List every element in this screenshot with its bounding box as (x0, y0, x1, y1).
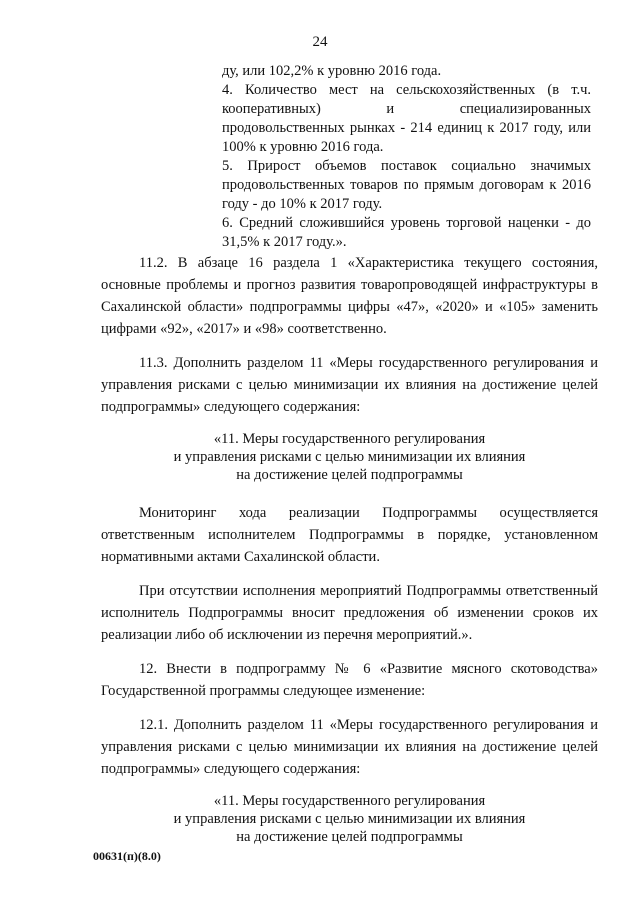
document-body (101, 252, 598, 864)
document-code: 00631(п)(8.0) (93, 849, 161, 863)
paragraph-12: 12. Внести в подпрограмму № 6 «Развитие мясного скотоводства» Государственной программы следующее изменение: (101, 661, 598, 699)
paragraph-11-3: 11.3. Дополнить разделом 11 «Меры государственного регулирования и управления рисками с целью минимизации их влияния на достижение целей подпрограммы» следующего содержания: (101, 355, 598, 415)
section-heading-line: «11. Меры государственного регулирования (213, 793, 486, 809)
list-item: 5. Прирост объемов поставок социально значимых продовольственных товаров по прямым договорам к 2016 году - до 10% к 2017 году. (222, 158, 591, 212)
page-number: 24 (312, 34, 328, 50)
list-item: 6. Средний сложившийся уровень торговой наценки - до 31,5% к 2017 году.». (222, 215, 591, 250)
section-heading (101, 430, 598, 484)
paragraph-absence: При отсутствии исполнения мероприятий Подпрограммы ответственный исполнитель Подпрограммы вносит предложения об изменении сроков их реализации либо об исключении из перечня мероприятий.». (101, 583, 598, 643)
paragraph-monitoring: Мониторинг хода реализации Подпрограммы осуществляется ответственным исполнителем Подпрограммы в порядке, установленном нормативными актами Сахалинской области. (101, 505, 598, 565)
list-item: ду, или 102,2% к уровню 2016 года. (222, 63, 442, 79)
list-item: 4. Количество мест на сельскохозяйственных (в т.ч. кооперативных) и специализированных продовольственных рынках - 214 единиц к 2017 году, или 100% к уровню 2016 года. (222, 82, 591, 155)
section-heading-line: и управления рисками с целью минимизации их влияния (173, 449, 526, 465)
paragraph-12-1: 12.1. Дополнить разделом 11 «Меры государственного регулирования и управления рисками с целью минимизации их влияния на достижение целей подпрограммы» следующего содержания: (101, 717, 598, 777)
section-heading (101, 792, 598, 846)
section-heading-line: на достижение целей подпрограммы (236, 829, 463, 845)
paragraph-11-2: 11.2. В абзаце 16 раздела 1 «Характеристика текущего состояния, основные проблемы и прогноз развития товаропроводящей инфраструктуры в Сахалинской области» подпрограммы цифры «47», «2020» и «105» заменить цифрами «92», «2017» и «98» соответственно. (101, 255, 598, 337)
section-heading-line: на достижение целей подпрограммы (236, 467, 463, 483)
quoted-targets-list (222, 62, 591, 252)
section-heading-line: «11. Меры государственного регулирования (213, 431, 486, 447)
section-heading-line: и управления рисками с целью минимизации их влияния (173, 811, 526, 827)
